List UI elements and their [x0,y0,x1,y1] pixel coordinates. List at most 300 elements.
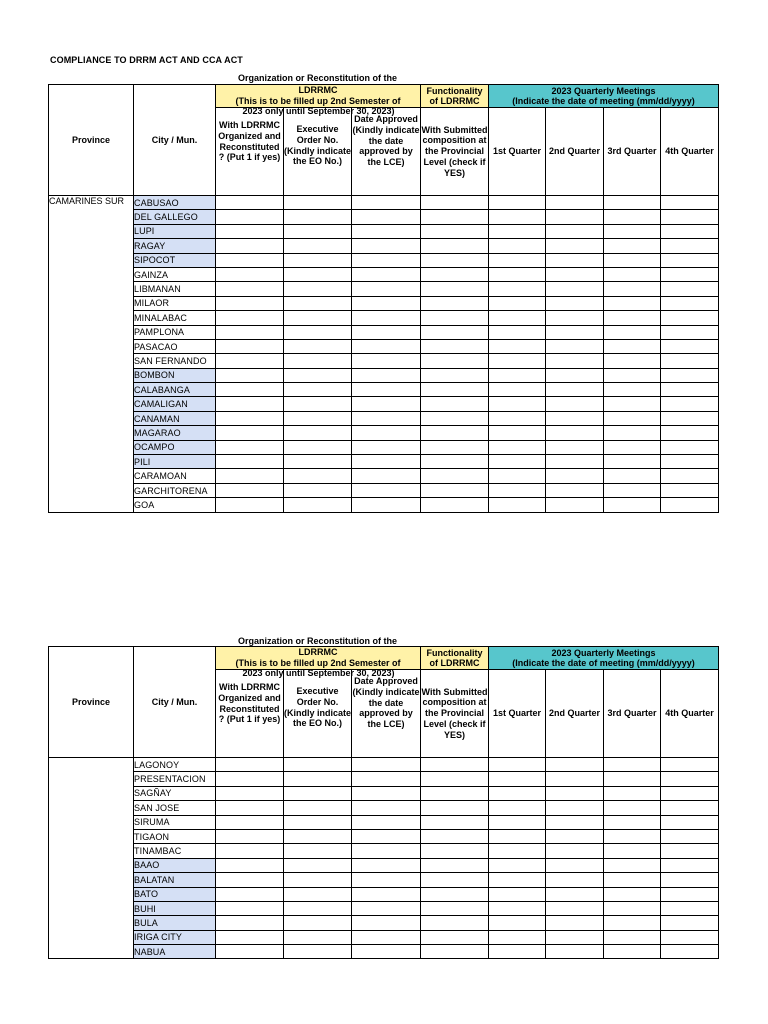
with-submitted-cell[interactable] [421,786,489,800]
executive-order-cell[interactable] [284,844,352,858]
executive-order-cell[interactable] [284,354,352,368]
q4-cell[interactable] [661,469,719,483]
q3-cell[interactable] [604,354,661,368]
q1-cell[interactable] [489,772,546,786]
date-approved-cell[interactable] [352,483,421,497]
with-ldrrmc-cell[interactable] [216,224,284,238]
q4-cell[interactable] [661,758,719,772]
q3-cell[interactable] [604,311,661,325]
with-submitted-cell[interactable] [421,239,489,253]
q2-cell[interactable] [546,887,604,901]
executive-order-cell[interactable] [284,397,352,411]
q4-cell[interactable] [661,224,719,238]
q2-cell[interactable] [546,916,604,930]
with-submitted-cell[interactable] [421,801,489,815]
q3-cell[interactable] [604,282,661,296]
province-header: Province [49,647,134,758]
q3-cell[interactable] [604,786,661,800]
date-approved-cell[interactable] [352,440,421,454]
with-submitted-cell[interactable] [421,815,489,829]
q4-cell[interactable] [661,426,719,440]
q1-cell[interactable] [489,469,546,483]
with-submitted-cell[interactable] [421,267,489,281]
q3-cell[interactable] [604,945,661,959]
q2-cell[interactable] [546,815,604,829]
q4-cell[interactable] [661,210,719,224]
q1-cell[interactable] [489,930,546,944]
q3-cell[interactable] [604,930,661,944]
with-submitted-cell[interactable] [421,858,489,872]
with-ldrrmc-cell[interactable] [216,844,284,858]
q3-cell[interactable] [604,196,661,210]
q3-cell[interactable] [604,758,661,772]
with-ldrrmc-cell[interactable] [216,829,284,843]
executive-order-cell[interactable] [284,858,352,872]
q1-cell[interactable] [489,758,546,772]
q1-cell[interactable] [489,916,546,930]
date-approved-cell[interactable] [352,354,421,368]
q4-cell[interactable] [661,253,719,267]
q4-cell[interactable] [661,815,719,829]
date-approved-cell[interactable] [352,772,421,786]
q4-cell[interactable] [661,282,719,296]
q3-cell[interactable] [604,210,661,224]
q3-cell[interactable] [604,239,661,253]
q1-cell[interactable] [489,397,546,411]
city-cell: SIRUMA [134,815,216,829]
with-ldrrmc-cell[interactable] [216,296,284,310]
with-submitted-cell[interactable] [421,887,489,901]
with-submitted-header: With Submitted composition at the Provincial Level (check if YES) [421,108,489,196]
executive-order-cell[interactable] [284,196,352,210]
date-approved-cell[interactable] [352,887,421,901]
with-submitted-cell[interactable] [421,311,489,325]
q1-cell[interactable] [489,267,546,281]
with-ldrrmc-cell[interactable] [216,267,284,281]
q1-cell[interactable] [489,210,546,224]
with-ldrrmc-cell[interactable] [216,801,284,815]
q2-cell[interactable] [546,282,604,296]
q4-cell[interactable] [661,498,719,512]
functionality-line2: of LDRRMC [429,96,480,106]
q2-cell[interactable] [546,426,604,440]
executive-order-cell[interactable] [284,339,352,353]
date-approved-cell[interactable] [352,758,421,772]
date-approved-cell[interactable] [352,469,421,483]
q1-header: 1st Quarter [489,108,546,196]
executive-order-cell[interactable] [284,296,352,310]
with-submitted-cell[interactable] [421,829,489,843]
date-approved-cell[interactable] [352,858,421,872]
q4-cell[interactable] [661,801,719,815]
q3-cell[interactable] [604,224,661,238]
date-approved-cell[interactable] [352,311,421,325]
executive-order-cell[interactable] [284,483,352,497]
with-submitted-cell[interactable] [421,325,489,339]
q2-cell[interactable] [546,901,604,915]
q3-cell[interactable] [604,858,661,872]
q2-cell[interactable] [546,844,604,858]
q4-cell[interactable] [661,829,719,843]
executive-order-cell[interactable] [284,383,352,397]
q4-cell[interactable] [661,945,719,959]
q2-cell[interactable] [546,498,604,512]
q4-cell[interactable] [661,397,719,411]
q3-cell[interactable] [604,844,661,858]
q4-cell[interactable] [661,455,719,469]
date-approved-cell[interactable] [352,383,421,397]
q2-cell[interactable] [546,772,604,786]
with-ldrrmc-cell[interactable] [216,901,284,915]
date-approved-cell[interactable] [352,829,421,843]
with-submitted-cell[interactable] [421,296,489,310]
executive-order-cell[interactable] [284,829,352,843]
with-ldrrmc-cell[interactable] [216,873,284,887]
q1-cell[interactable] [489,498,546,512]
q1-cell[interactable] [489,483,546,497]
with-submitted-cell[interactable] [421,440,489,454]
date-approved-cell[interactable] [352,224,421,238]
executive-order-cell[interactable] [284,267,352,281]
executive-order-cell[interactable] [284,498,352,512]
q2-cell[interactable] [546,758,604,772]
q2-cell[interactable] [546,411,604,425]
q4-cell[interactable] [661,786,719,800]
executive-order-cell[interactable] [284,411,352,425]
q2-cell[interactable] [546,945,604,959]
q2-cell[interactable] [546,339,604,353]
q3-cell[interactable] [604,325,661,339]
executive-order-cell[interactable] [284,210,352,224]
q4-cell[interactable] [661,772,719,786]
q4-cell[interactable] [661,368,719,382]
date-approved-cell[interactable] [352,930,421,944]
q3-cell[interactable] [604,296,661,310]
executive-order-cell[interactable] [284,930,352,944]
with-ldrrmc-cell[interactable] [216,210,284,224]
executive-order-cell[interactable] [284,801,352,815]
with-ldrrmc-cell[interactable] [216,858,284,872]
with-ldrrmc-cell[interactable] [216,368,284,382]
city-cell: LIBMANAN [134,282,216,296]
q3-cell[interactable] [604,339,661,353]
with-submitted-cell[interactable] [421,210,489,224]
executive-order-cell[interactable] [284,325,352,339]
date-approved-cell[interactable] [352,901,421,915]
q3-cell[interactable] [604,801,661,815]
executive-order-cell[interactable] [284,469,352,483]
with-submitted-cell[interactable] [421,282,489,296]
with-ldrrmc-cell[interactable] [216,397,284,411]
q2-cell[interactable] [546,455,604,469]
q3-cell[interactable] [604,498,661,512]
q1-cell[interactable] [489,786,546,800]
date-approved-cell[interactable] [352,945,421,959]
with-submitted-cell[interactable] [421,196,489,210]
q2-cell[interactable] [546,368,604,382]
with-ldrrmc-cell[interactable] [216,354,284,368]
executive-order-cell[interactable] [284,440,352,454]
q1-cell[interactable] [489,368,546,382]
q2-cell[interactable] [546,786,604,800]
date-approved-cell[interactable] [352,210,421,224]
date-approved-cell[interactable] [352,498,421,512]
q1-cell[interactable] [489,311,546,325]
q1-cell[interactable] [489,858,546,872]
q2-cell[interactable] [546,311,604,325]
q2-cell[interactable] [546,296,604,310]
with-ldrrmc-cell[interactable] [216,945,284,959]
q2-cell[interactable] [546,239,604,253]
q4-cell[interactable] [661,901,719,915]
with-ldrrmc-cell[interactable] [216,311,284,325]
executive-order-cell[interactable] [284,901,352,915]
executive-order-cell[interactable] [284,873,352,887]
with-ldrrmc-cell[interactable] [216,772,284,786]
date-approved-cell[interactable] [352,916,421,930]
date-approved-cell[interactable] [352,196,421,210]
q3-cell[interactable] [604,916,661,930]
q1-cell[interactable] [489,829,546,843]
with-submitted-cell[interactable] [421,483,489,497]
q4-cell[interactable] [661,196,719,210]
q1-cell[interactable] [489,282,546,296]
with-submitted-cell[interactable] [421,253,489,267]
with-ldrrmc-cell[interactable] [216,440,284,454]
with-submitted-cell[interactable] [421,368,489,382]
executive-order-cell[interactable] [284,368,352,382]
with-submitted-cell[interactable] [421,758,489,772]
q2-cell[interactable] [546,440,604,454]
q1-cell[interactable] [489,296,546,310]
q3-cell[interactable] [604,253,661,267]
q4-cell[interactable] [661,325,719,339]
q2-cell[interactable] [546,267,604,281]
q1-cell[interactable] [489,887,546,901]
q3-cell[interactable] [604,829,661,843]
q3-cell[interactable] [604,887,661,901]
executive-order-cell[interactable] [284,224,352,238]
q3-cell[interactable] [604,469,661,483]
q3-cell[interactable] [604,483,661,497]
executive-order-cell[interactable] [284,253,352,267]
q3-cell[interactable] [604,267,661,281]
date-approved-cell[interactable] [352,786,421,800]
q1-cell[interactable] [489,411,546,425]
q4-cell[interactable] [661,383,719,397]
q1-cell[interactable] [489,325,546,339]
q3-cell[interactable] [604,873,661,887]
q2-cell[interactable] [546,325,604,339]
executive-order-cell[interactable] [284,426,352,440]
with-submitted-cell[interactable] [421,354,489,368]
executive-order-cell[interactable] [284,311,352,325]
executive-order-cell[interactable] [284,945,352,959]
with-ldrrmc-cell[interactable] [216,815,284,829]
q1-cell[interactable] [489,253,546,267]
q4-cell[interactable] [661,239,719,253]
with-ldrrmc-cell[interactable] [216,455,284,469]
executive-order-cell[interactable] [284,815,352,829]
with-ldrrmc-cell[interactable] [216,339,284,353]
q2-cell[interactable] [546,483,604,497]
q4-cell[interactable] [661,311,719,325]
date-approved-cell[interactable] [352,397,421,411]
with-ldrrmc-cell[interactable] [216,325,284,339]
q4-cell[interactable] [661,296,719,310]
q2-cell[interactable] [546,210,604,224]
with-submitted-cell[interactable] [421,844,489,858]
with-ldrrmc-cell[interactable] [216,282,284,296]
q2-cell[interactable] [546,196,604,210]
q2-cell[interactable] [546,224,604,238]
with-ldrrmc-cell[interactable] [216,498,284,512]
with-submitted-cell[interactable] [421,224,489,238]
with-submitted-cell[interactable] [421,916,489,930]
city-cell: SIPOCOT [134,253,216,267]
q1-cell[interactable] [489,455,546,469]
date-approved-cell[interactable] [352,339,421,353]
with-submitted-cell[interactable] [421,901,489,915]
with-submitted-cell[interactable] [421,945,489,959]
q1-cell[interactable] [489,239,546,253]
executive-order-cell[interactable] [284,282,352,296]
q2-cell[interactable] [546,930,604,944]
q3-cell[interactable] [604,455,661,469]
q3-cell[interactable] [604,397,661,411]
executive-order-cell[interactable] [284,758,352,772]
date-approved-cell[interactable] [352,455,421,469]
q4-cell[interactable] [661,354,719,368]
with-submitted-cell[interactable] [421,498,489,512]
q1-cell[interactable] [489,426,546,440]
q3-cell[interactable] [604,815,661,829]
date-approved-cell[interactable] [352,873,421,887]
with-submitted-cell[interactable] [421,455,489,469]
executive-order-cell[interactable] [284,239,352,253]
with-ldrrmc-cell[interactable] [216,239,284,253]
executive-order-cell[interactable] [284,455,352,469]
date-approved-cell[interactable] [352,844,421,858]
q1-cell[interactable] [489,196,546,210]
table-row [49,426,719,440]
q3-cell[interactable] [604,772,661,786]
executive-order-cell[interactable] [284,916,352,930]
q4-cell[interactable] [661,267,719,281]
q1-cell[interactable] [489,801,546,815]
date-approved-cell[interactable] [352,296,421,310]
q3-cell[interactable] [604,368,661,382]
q3-cell[interactable] [604,426,661,440]
q1-cell[interactable] [489,224,546,238]
q1-cell[interactable] [489,383,546,397]
city-cell: CALABANGA [134,383,216,397]
q2-cell[interactable] [546,383,604,397]
with-submitted-cell[interactable] [421,930,489,944]
q1-cell[interactable] [489,945,546,959]
with-submitted-cell[interactable] [421,411,489,425]
date-approved-cell[interactable] [352,368,421,382]
with-ldrrmc-cell[interactable] [216,196,284,210]
q3-cell[interactable] [604,440,661,454]
executive-order-cell[interactable] [284,772,352,786]
executive-order-cell[interactable] [284,786,352,800]
q2-cell[interactable] [546,873,604,887]
q4-cell[interactable] [661,916,719,930]
q1-cell[interactable] [489,844,546,858]
q4-cell[interactable] [661,858,719,872]
q2-cell[interactable] [546,858,604,872]
with-ldrrmc-cell[interactable] [216,411,284,425]
date-approved-cell[interactable] [352,253,421,267]
q2-cell[interactable] [546,354,604,368]
q1-cell[interactable] [489,815,546,829]
with-ldrrmc-cell[interactable] [216,786,284,800]
with-submitted-cell[interactable] [421,383,489,397]
with-submitted-cell[interactable] [421,873,489,887]
q2-cell[interactable] [546,801,604,815]
q1-cell[interactable] [489,440,546,454]
q3-cell[interactable] [604,411,661,425]
with-ldrrmc-cell[interactable] [216,469,284,483]
with-ldrrmc-cell[interactable] [216,383,284,397]
q1-cell[interactable] [489,354,546,368]
table-row [49,873,719,887]
with-ldrrmc-cell[interactable] [216,930,284,944]
with-ldrrmc-cell[interactable] [216,483,284,497]
date-approved-cell[interactable] [352,815,421,829]
q2-cell[interactable] [546,397,604,411]
q4-cell[interactable] [661,930,719,944]
executive-order-cell[interactable] [284,887,352,901]
q1-cell[interactable] [489,901,546,915]
q4-cell[interactable] [661,873,719,887]
city-cell: GARCHITORENA [134,483,216,497]
q4-cell[interactable] [661,339,719,353]
with-ldrrmc-cell[interactable] [216,426,284,440]
with-submitted-cell[interactable] [421,397,489,411]
date-approved-cell[interactable] [352,282,421,296]
q1-cell[interactable] [489,873,546,887]
q4-cell[interactable] [661,887,719,901]
with-ldrrmc-cell[interactable] [216,253,284,267]
q2-cell[interactable] [546,829,604,843]
q1-cell[interactable] [489,339,546,353]
with-ldrrmc-cell[interactable] [216,887,284,901]
with-submitted-cell[interactable] [421,339,489,353]
with-submitted-cell[interactable] [421,426,489,440]
q2-cell[interactable] [546,253,604,267]
date-approved-cell[interactable] [352,239,421,253]
with-submitted-cell[interactable] [421,469,489,483]
date-approved-cell[interactable] [352,325,421,339]
date-approved-cell[interactable] [352,801,421,815]
date-approved-cell[interactable] [352,267,421,281]
with-ldrrmc-cell[interactable] [216,758,284,772]
q2-cell[interactable] [546,469,604,483]
with-ldrrmc-cell[interactable] [216,916,284,930]
q4-cell[interactable] [661,411,719,425]
q3-cell[interactable] [604,901,661,915]
q4-cell[interactable] [661,844,719,858]
city-cell: BOMBON [134,368,216,382]
q4-cell[interactable] [661,483,719,497]
q4-cell[interactable] [661,440,719,454]
date-approved-cell[interactable] [352,411,421,425]
date-approved-cell[interactable] [352,426,421,440]
q3-cell[interactable] [604,383,661,397]
with-submitted-cell[interactable] [421,772,489,786]
